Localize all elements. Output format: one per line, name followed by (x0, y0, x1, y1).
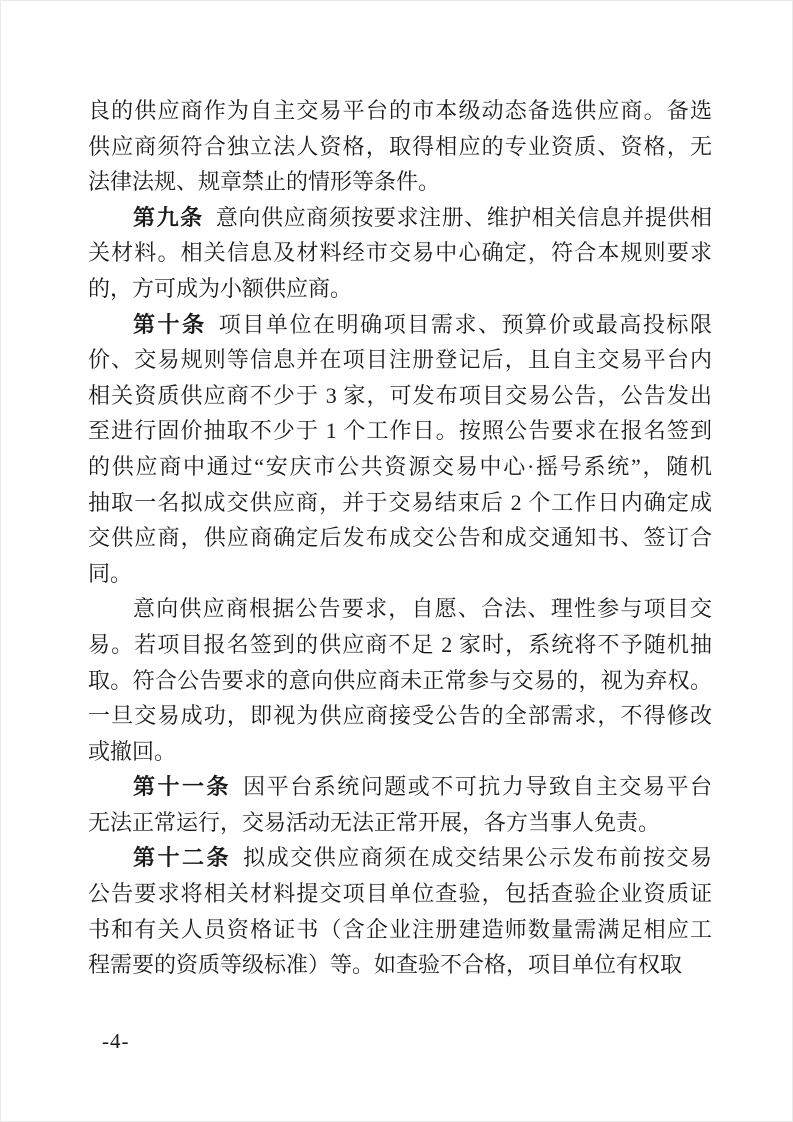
paragraph (88, 200, 712, 307)
text-line: 第十条 项目单位在明确项目需求、预算价或最高投标限 (133, 311, 712, 337)
paragraph (88, 769, 712, 840)
article-number: 第十一条 (133, 774, 232, 800)
text-line: 第十二条 拟成交供应商须在成交结果公示发布前按交易 (133, 845, 712, 871)
article-number: 第十条 (133, 311, 207, 337)
text-line: 交供应商，供应商确定后发布成交公告和成交通知书、签订合 (88, 525, 712, 551)
text-line: 一旦交易成功，即视为供应商接受公告的全部需求，不得修改 (88, 703, 712, 729)
page-number: -4- (102, 1029, 130, 1053)
text-line: 关材料。相关信息及材料经市交易中心确定，符合本规则要求 (88, 240, 712, 266)
text-line: 易。若项目报名签到的供应商不足 2 家时，系统将不予随机抽 (88, 631, 712, 657)
text-line: 取。符合公告要求的意向供应商未正常参与交易的，视为弃权。 (88, 667, 712, 693)
text-line: 法律法规、规章禁止的情形等条件。 (88, 169, 441, 195)
paragraph (88, 591, 712, 769)
article-number: 第九条 (133, 204, 204, 230)
text-line: 相关资质供应商不少于 3 家，可发布项目交易公告，公告发出 (88, 382, 712, 408)
text-line: 意向供应商根据公告要求，自愿、合法、理性参与项目交 (133, 596, 712, 622)
text-line: 供应商须符合独立法人资格，取得相应的专业资质、资格，无 (88, 133, 712, 159)
text-line: 至进行固价抽取不少于 1 个工作日。按照公告要求在报名签到 (88, 418, 712, 444)
text-line: 或撤回。 (88, 738, 177, 764)
text-line: 良的供应商作为自主交易平台的市本级动态备选供应商。备选 (88, 98, 712, 123)
text-line: 程需要的资质等级标准）等。如查验不合格，项目单位有权取 (88, 952, 683, 978)
text-line: 价、交易规则等信息并在项目注册登记后，且自主交易平台内 (88, 347, 712, 373)
text-line: 的，方可成为小额供应商。 (88, 275, 353, 301)
text-line: 的供应商中通过“安庆市公共资源交易中心·摇号系统”，随机 (88, 453, 712, 479)
article-number: 第十二条 (133, 845, 232, 871)
text-line: 同。 (88, 560, 133, 586)
document-body (88, 93, 712, 983)
paragraph (88, 307, 712, 592)
text-line: 书和有关人员资格证书（含企业注册建造师数量需满足相应工 (88, 916, 712, 942)
text-line: 无法正常运行，交易活动无法正常开展，各方当事人免责。 (88, 809, 661, 835)
paragraph (88, 93, 712, 200)
text-line: 第十一条 因平台系统问题或不可抗力导致自主交易平台 (133, 774, 712, 800)
paragraph (88, 840, 712, 982)
text-line: 公告要求将相关材料提交项目单位查验，包括查验企业资质证 (88, 881, 712, 907)
text-line: 抽取一名拟成交供应商，并于交易结束后 2 个工作日内确定成 (88, 489, 712, 515)
text-line: 第九条 意向供应商须按要求注册、维护相关信息并提供相 (133, 204, 712, 230)
